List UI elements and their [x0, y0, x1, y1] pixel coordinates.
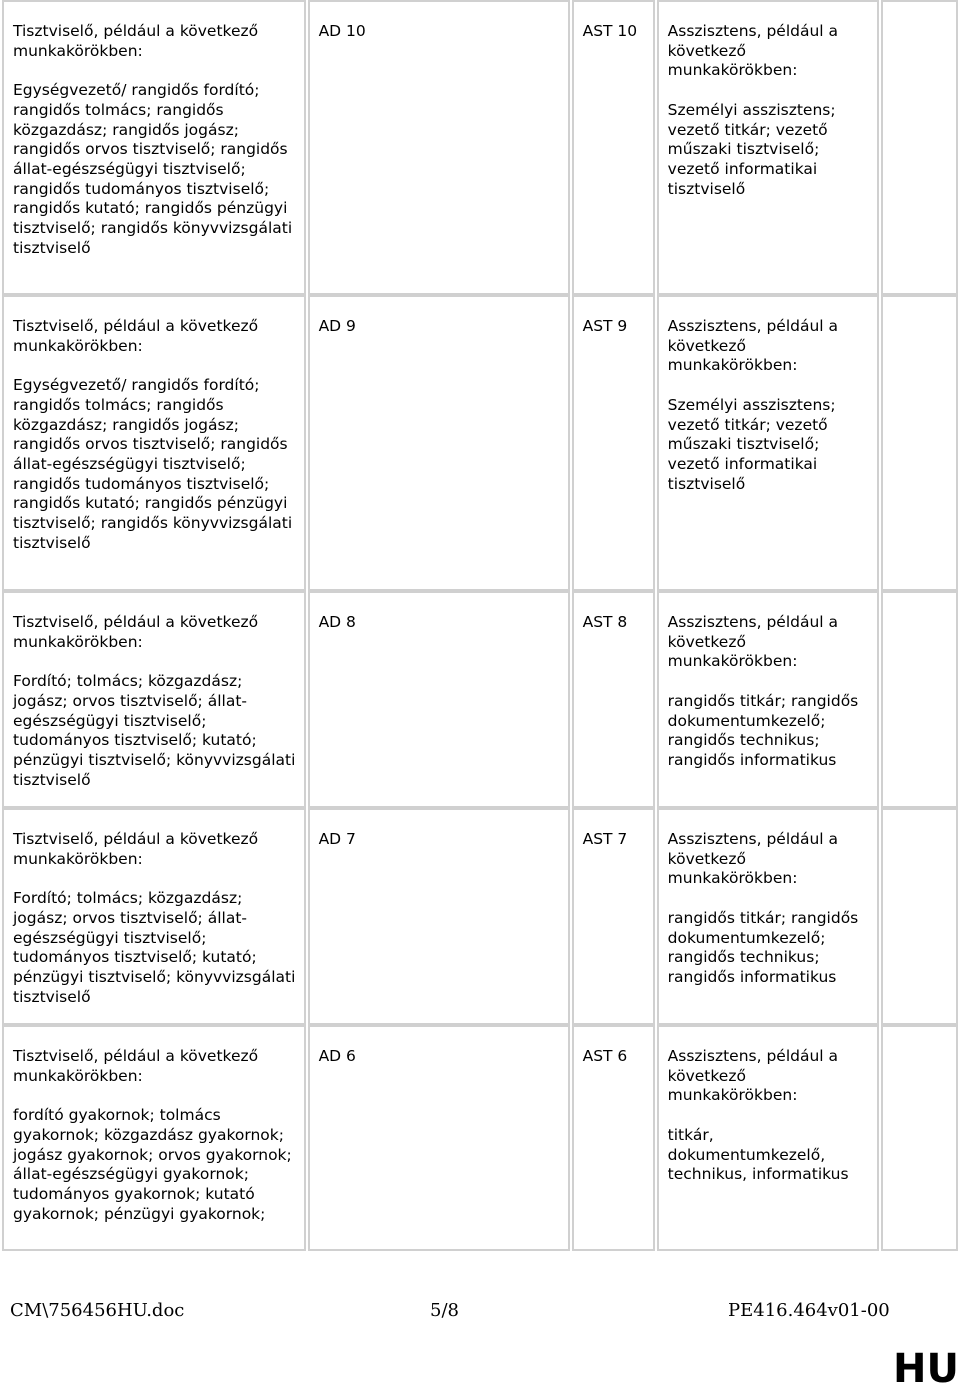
table-row: [2, 591, 958, 808]
official-heading: Tisztviselő, például a következő munkakörökben:: [13, 317, 259, 355]
official-heading: Tisztviselő, például a következő munkakörökben:: [13, 613, 259, 651]
table-row: [2, 295, 958, 591]
table-row: [2, 1025, 958, 1251]
ast-grade: AST 9: [582, 317, 628, 335]
ast-grade: AST 10: [582, 22, 638, 40]
ad-grade: AD 7: [318, 830, 356, 848]
ad-grade-cell: [308, 591, 570, 808]
official-roles: Egységvezető/ rangidős fordító; rangidős tolmács; rangidős közgazdász; rangidős jogász; rangidős orvos tisztviselő; rangidős állat-egészségügyi tisztviselő; rangidős tudományos tisztviselő; rangidős kutató; rangidős pénzügyi tisztviselő; rangidős könyvvizsgálati tisztviselő: [13, 376, 293, 552]
official-cell: [2, 808, 306, 1025]
official-cell: [2, 591, 306, 808]
assistant-roles: Személyi asszisztens; vezető titkár; vezető műszaki tisztviselő; vezető informatikai tisztviselő: [667, 395, 836, 493]
page-footer: [0, 1300, 960, 1324]
table-row: [2, 808, 958, 1025]
ad-grade-cell: [308, 0, 570, 295]
ast-grade: AST 7: [582, 830, 628, 848]
document-reference: CM\756456HU.doc: [10, 1300, 185, 1321]
assistant-cell: [657, 591, 880, 808]
assistant-cell: [657, 295, 880, 591]
ad-grade-cell: [308, 295, 570, 591]
page-number: 5/8: [430, 1300, 459, 1321]
ad-grade: AD 9: [318, 317, 356, 335]
assistant-heading: Asszisztens, például a következő munkakörökben:: [667, 830, 839, 888]
official-cell: [2, 0, 306, 295]
ast-grade: AST 6: [582, 1047, 628, 1065]
ast-grade-cell: [572, 1025, 655, 1251]
ast-grade-cell: [572, 295, 655, 591]
language-code: HU: [893, 1346, 959, 1392]
official-heading: Tisztviselő, például a következő munkakörökben:: [13, 22, 259, 60]
official-heading: Tisztviselő, például a következő munkakörökben:: [13, 1047, 259, 1085]
official-cell: [2, 295, 306, 591]
official-roles: fordító gyakornok; tolmács gyakornok; közgazdász gyakornok; jogász gyakornok; orvos gyakornok; állat-egészségügyi gyakornok; tudományos gyakornok; kutató gyakornok; pénzügyi gyakornok;: [13, 1106, 292, 1223]
ad-grade: AD 10: [318, 22, 366, 40]
official-cell: [2, 1025, 306, 1251]
ast-grade-cell: [572, 0, 655, 295]
official-heading: Tisztviselő, például a következő munkakörökben:: [13, 830, 259, 868]
official-roles: Egységvezető/ rangidős fordító; rangidős tolmács; rangidős közgazdász; rangidős jogász; rangidős orvos tisztviselő; rangidős állat-egészségügyi tisztviselő; rangidős tudományos tisztviselő; rangidős kutató; rangidős pénzügyi tisztviselő; rangidős könyvvizsgálati tisztviselő: [13, 81, 293, 257]
official-roles: Fordító; tolmács; közgazdász; jogász; orvos tisztviselő; állat-egészségügyi tisztviselő; tudományos tisztviselő; kutató; pénzügyi tisztviselő; könyvvizsgálati tisztviselő: [13, 672, 296, 789]
assistant-roles: rangidős titkár; rangidős dokumentumkezelő; rangidős technikus; rangidős informatikus: [667, 691, 859, 769]
assistant-heading: Asszisztens, például a következő munkakörökben:: [667, 613, 839, 671]
empty-cell: [881, 808, 958, 1025]
assistant-roles: rangidős titkár; rangidős dokumentumkezelő; rangidős technikus; rangidős informatikus: [667, 908, 859, 986]
empty-cell: [881, 0, 958, 295]
empty-cell: [881, 1025, 958, 1251]
assistant-cell: [657, 808, 880, 1025]
ast-grade-cell: [572, 591, 655, 808]
ast-grade-cell: [572, 808, 655, 1025]
ad-grade: AD 8: [318, 613, 356, 631]
pe-reference: PE416.464v01-00: [728, 1300, 890, 1321]
empty-cell: [881, 295, 958, 591]
official-roles: Fordító; tolmács; közgazdász; jogász; orvos tisztviselő; állat-egészségügyi tisztviselő; tudományos tisztviselő; kutató; pénzügyi tisztviselő; könyvvizsgálati tisztviselő: [13, 889, 296, 1006]
assistant-heading: Asszisztens, például a következő munkakörökben:: [667, 1047, 839, 1105]
ad-grade-cell: [308, 808, 570, 1025]
assistant-cell: [657, 1025, 880, 1251]
ast-grade: AST 8: [582, 613, 628, 631]
empty-cell: [881, 591, 958, 808]
assistant-roles: Személyi asszisztens; vezető titkár; vezető műszaki tisztviselő; vezető informatikai tisztviselő: [667, 100, 836, 198]
ad-grade-cell: [308, 1025, 570, 1251]
assistant-roles: titkár, dokumentumkezelő, technikus, informatikus: [667, 1125, 849, 1184]
table-row: [2, 0, 958, 295]
assistant-cell: [657, 0, 880, 295]
ad-grade: AD 6: [318, 1047, 356, 1065]
assistant-heading: Asszisztens, például a következő munkakörökben:: [667, 317, 839, 375]
assistant-heading: Asszisztens, például a következő munkakörökben:: [667, 22, 839, 80]
